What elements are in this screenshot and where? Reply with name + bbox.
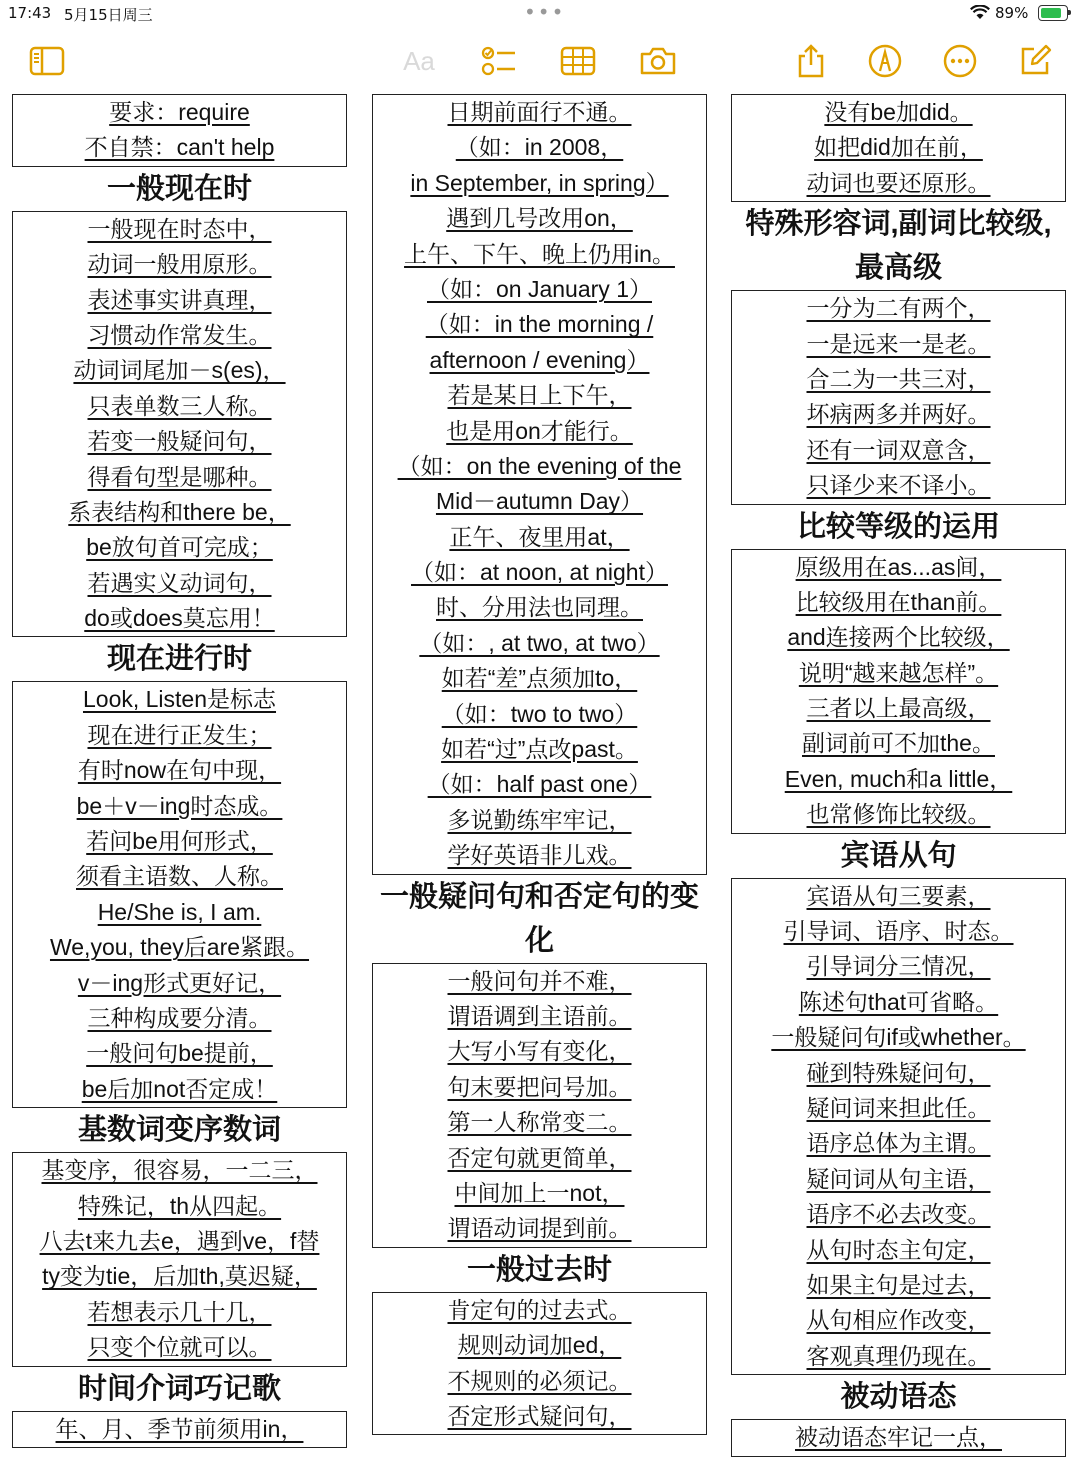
verse-line: （如：at noon, at night）: [411, 559, 668, 586]
verse-line: 不规则的必须记。: [447, 1367, 632, 1394]
verse-line: 也常修饰比较级。: [806, 801, 991, 828]
verse-line: do或does莫忘用！: [84, 605, 275, 632]
verse-box: [372, 94, 707, 875]
verse-box: [12, 94, 347, 167]
verse-line: 语序不必去改变。: [806, 1201, 991, 1228]
section-heading: 比较等级的运用: [796, 510, 1000, 543]
verse-line: 年、月、季节前须用in，: [55, 1415, 304, 1442]
verse-box: [12, 1411, 347, 1448]
verse-line: Mid－autumn Day）: [435, 488, 644, 515]
verse-line: 没有be加did。: [824, 99, 973, 125]
verse-line: v－ing形式更好记，: [77, 969, 282, 996]
verse-line: Even, much和a little，: [784, 765, 1013, 792]
section-heading: 现在进行时: [106, 643, 252, 676]
camera-icon[interactable]: [637, 42, 679, 80]
status-bar: [0, 0, 1080, 28]
note-column-middle: [372, 94, 707, 1435]
verse-line: 比较级用在than前。: [795, 588, 1002, 615]
section-heading: 基数词变序数词: [77, 1114, 281, 1147]
verse-line: 语序总体为主谓。: [806, 1130, 991, 1157]
verse-line: be后加not否定成！: [81, 1075, 278, 1102]
more-icon[interactable]: [939, 42, 981, 80]
verse-line: 否定句就更简单，: [447, 1144, 632, 1171]
verse-box: [372, 1292, 707, 1436]
verse-line: 副词前可不加the。: [802, 730, 995, 757]
verse-line: 若是某日上下午，: [447, 382, 632, 409]
verse-box: [731, 1419, 1066, 1456]
verse-line: 合二为一共三对，: [806, 365, 991, 392]
verse-line: be放句首可完成；: [86, 534, 273, 561]
verse-line: 日期前面行不通。: [447, 99, 632, 125]
verse-line: （如：in the morning /: [425, 311, 654, 338]
verse-line: 动词也要还原形。: [806, 169, 991, 196]
verse-line: 一是远来一是老。: [806, 330, 991, 357]
verse-line: （如：, at two, at two）: [419, 629, 660, 656]
verse-box: [731, 878, 1066, 1375]
verse-line: 一般疑问句if或whether。: [771, 1024, 1026, 1051]
verse-line: 若变一般疑问句，: [87, 428, 272, 455]
checklist-icon[interactable]: [478, 42, 520, 80]
verse-line: and连接两个比较级，: [787, 624, 1010, 651]
verse-line: 若遇实义动词句，: [87, 569, 272, 596]
status-time: 17:43: [8, 4, 52, 22]
verse-line: 习惯动作常发生。: [87, 321, 272, 348]
verse-line: （如：on January 1）: [427, 275, 652, 302]
verse-line: 原级用在as...as间，: [795, 553, 1002, 580]
section-heading: 一般疑问句和否定句的变化: [379, 880, 699, 957]
verse-line: 正午、夜里用at，: [449, 523, 630, 550]
verse-line: 引导词、语序、时态。: [783, 918, 1014, 945]
verse-line: ty变为tie，后加th,莫迟疑，: [42, 1263, 317, 1290]
verse-line: （如：on the evening of the: [397, 452, 682, 479]
table-icon[interactable]: [557, 42, 599, 80]
verse-box: [12, 681, 347, 1108]
verse-line: 否定形式疑问句，: [447, 1402, 632, 1429]
multitask-dots-icon[interactable]: •••: [524, 0, 566, 24]
verse-line: 不自禁：can't help: [84, 134, 275, 161]
verse-line: 肯定句的过去式。: [447, 1296, 632, 1323]
verse-line: 从句时态主句定，: [806, 1236, 991, 1263]
verse-line: 若问be用何形式，: [86, 828, 273, 855]
verse-line: 学好英语非儿戏。: [447, 842, 632, 869]
verse-line: 只译少来不译小。: [806, 472, 991, 499]
verse-line: 时、分用法也同理。: [436, 594, 643, 621]
verse-line: 须看主语数、人称。: [76, 863, 283, 890]
verse-box: [731, 94, 1066, 202]
verse-line: 疑问词来担此任。: [806, 1094, 991, 1121]
verse-line: 中间加上一not，: [454, 1179, 625, 1206]
verse-line: 句末要把问号加。: [447, 1073, 632, 1100]
verse-line: 如把did加在前，: [814, 134, 983, 161]
verse-line: 动词一般用原形。: [87, 251, 272, 278]
verse-line: 从句相应作改变，: [806, 1307, 991, 1334]
verse-line: 被动语态牢记一点，: [795, 1424, 1002, 1451]
note-column-right: [731, 94, 1066, 1457]
verse-line: 要求：require: [109, 99, 250, 125]
section-heading: 时间介词巧记歌: [77, 1372, 281, 1405]
section-heading: 一般现在时: [106, 172, 252, 205]
verse-line: （如：two to two）: [441, 700, 638, 727]
verse-line: 谓语动词提到前。: [447, 1215, 632, 1242]
verse-line: 八去t来九去e，遇到ve，f替: [39, 1227, 320, 1254]
verse-line: 三种构成要分清。: [87, 1004, 272, 1031]
verse-line: 第一人称常变二。: [447, 1109, 632, 1136]
verse-line: 上午、下午、晚上仍用in。: [404, 240, 675, 267]
verse-line: 宾语从句三要素，: [806, 882, 991, 909]
wifi-icon: [970, 5, 990, 24]
verse-line: 一般问句be提前，: [86, 1040, 273, 1067]
verse-line: be＋v－ing时态成。: [76, 792, 283, 819]
verse-line: 一分为二有两个，: [806, 295, 991, 322]
verse-line: 三者以上最高级，: [806, 695, 991, 722]
verse-line: 如若“差”点须加to，: [441, 665, 638, 692]
markup-icon[interactable]: [864, 42, 906, 80]
verse-line: 大写小写有变化，: [447, 1038, 632, 1065]
verse-line: Look, Listen是标志: [82, 686, 277, 713]
verse-box: [731, 549, 1066, 834]
sidebar-icon[interactable]: [26, 42, 68, 80]
note-column-left: [12, 94, 347, 1448]
verse-line: 多说勤练牢牢记，: [447, 806, 632, 833]
verse-line: 得看句型是哪种。: [87, 463, 272, 490]
format-button[interactable]: Aa: [403, 45, 435, 76]
verse-line: 谓语调到主语前。: [447, 1002, 632, 1029]
verse-box: [12, 1152, 347, 1366]
battery-percent: 89%: [995, 4, 1029, 22]
verse-line: 一般现在时态中，: [87, 215, 272, 242]
verse-line: 动词词尾加－s(es)，: [73, 357, 286, 384]
section-heading: 一般过去时: [466, 1253, 612, 1286]
verse-line: 陈述句that可省略。: [798, 988, 999, 1015]
verse-line: 只表单数三人称。: [87, 392, 272, 419]
verse-line: 坏病两多并两好。: [806, 401, 991, 428]
verse-line: 基变序，很容易，一二三，: [41, 1157, 318, 1184]
verse-line: 引导词分三情况，: [806, 953, 991, 980]
verse-line: in September, in spring）: [410, 169, 669, 196]
verse-line: He/She is, I am.: [97, 898, 262, 925]
verse-line: 表述事实讲真理，: [87, 286, 272, 313]
verse-line: 一般问句并不难，: [447, 967, 632, 994]
verse-line: （如：half past one）: [427, 771, 652, 798]
verse-line: 若想表示几十几，: [87, 1298, 272, 1325]
verse-line: 也是用on才能行。: [446, 417, 633, 444]
verse-line: 有时now在句中现，: [77, 757, 282, 784]
verse-line: 遇到几号改用on，: [446, 205, 633, 232]
verse-line: 如若“过”点改past。: [441, 736, 638, 763]
battery-icon: [1038, 5, 1068, 21]
section-heading: 特殊形容词,副词比较级,最高级: [745, 208, 1052, 285]
verse-line: 系表结构和there be，: [68, 498, 291, 525]
verse-box: [731, 290, 1066, 504]
verse-line: 规则动词加ed，: [457, 1332, 622, 1359]
verse-line: 只变个位就可以。: [87, 1334, 272, 1361]
verse-line: We,you, they后are紧跟。: [49, 934, 310, 961]
verse-box: [12, 211, 347, 638]
verse-line: 说明“越来越怎样”。: [798, 659, 999, 686]
verse-line: 如果主句是过去，: [806, 1271, 991, 1298]
section-heading: 被动语态: [840, 1381, 957, 1414]
verse-box: [372, 963, 707, 1248]
notes-toolbar: [0, 36, 1080, 86]
verse-line: 疑问词从句主语，: [806, 1165, 991, 1192]
status-date: 5月15日周三: [64, 6, 153, 24]
verse-line: （如：in 2008，: [455, 134, 624, 161]
verse-line: 碰到特殊疑问句，: [806, 1059, 991, 1086]
verse-line: afternoon / evening）: [429, 346, 650, 373]
verse-line: 现在进行正发生；: [87, 721, 272, 748]
share-icon[interactable]: [790, 42, 832, 80]
section-heading: 宾语从句: [840, 839, 957, 872]
verse-line: 客观真理仍现在。: [806, 1342, 991, 1369]
compose-icon[interactable]: [1014, 42, 1056, 80]
verse-line: 特殊记，th从四起。: [77, 1192, 282, 1219]
verse-line: 还有一词双意含，: [806, 436, 991, 463]
